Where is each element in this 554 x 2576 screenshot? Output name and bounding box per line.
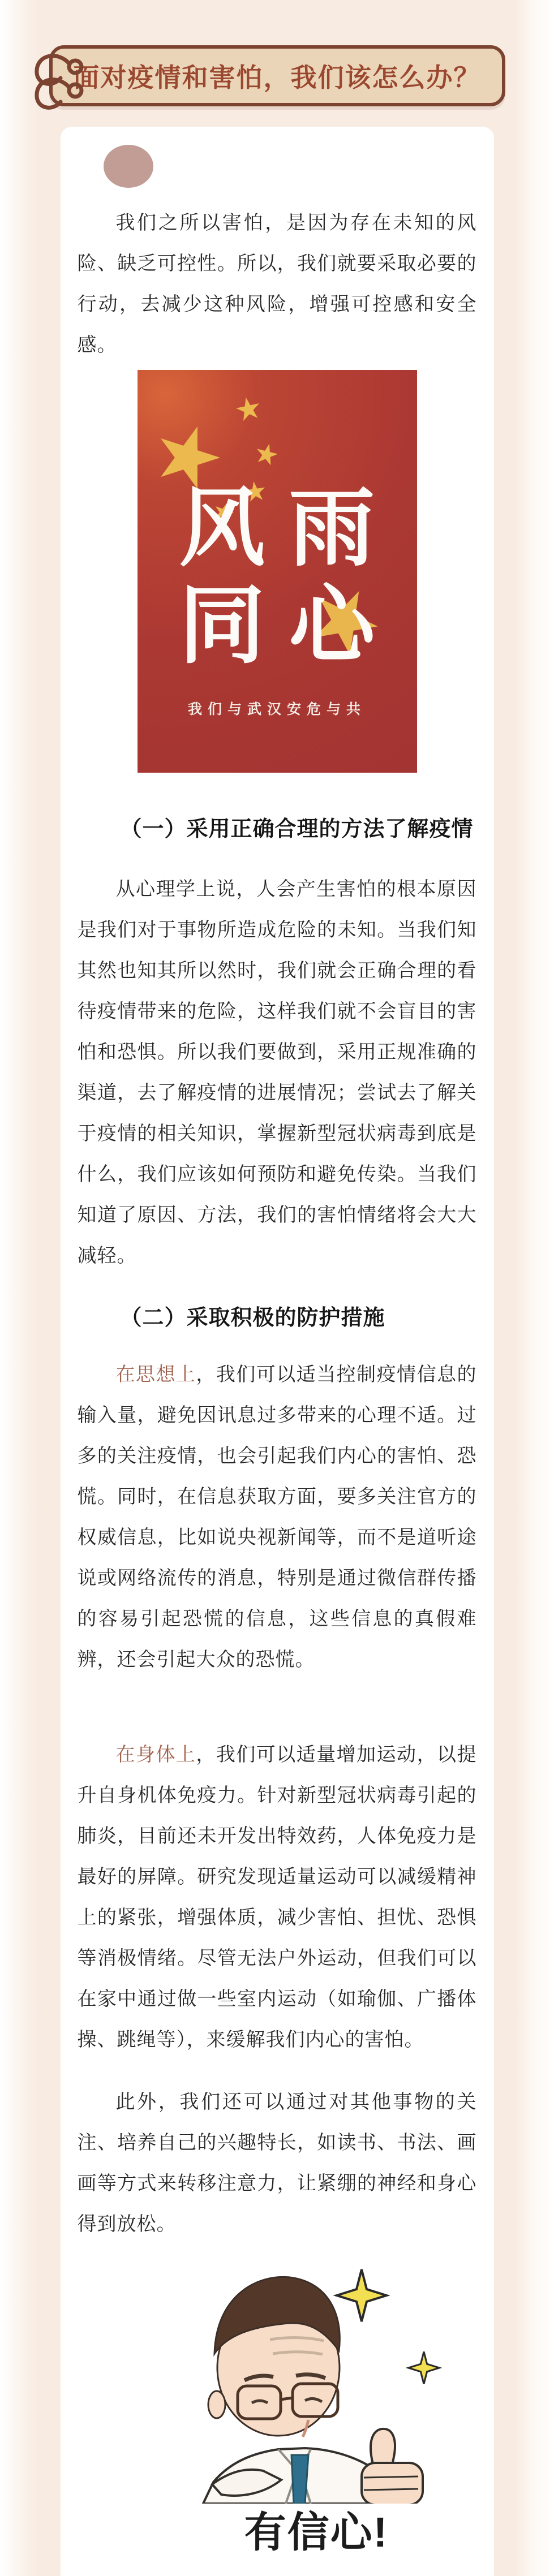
header-title-box [49,45,505,106]
poster-image[interactable] [138,370,417,773]
highlight-body: 在身体上 [115,1744,196,1765]
avatar [104,145,153,188]
page-title: 面对疫情和害怕，我们该怎么办？ [73,63,481,92]
paragraph-section1: 从心理学上说，人会产生害怕的根本原因是我们对于事物所造成危险的未知。当我们知其然也知其所以然时，我们就会正确合理的看待疫情带来的危险，这样我们就不会盲目的害怕和恐惧。所以我们要做到，采用正规准确的渠道，去了解疫情的进展情况；尝试去了解关于疫情的相关知识，掌握新型冠状病毒到底是什么，我们应该如何预防和避免传染。当我们知道了原因、方法，我们的害怕情绪将会大大减轻。 [77,878,477,1267]
poster-tagline: 我们与武汉安危与共 [187,701,366,717]
poster-char: 心 [289,578,375,674]
paragraph-body-text: ，我们可以适量增加运动，以提升自身机体免疫力。针对新型冠状病毒引起的肺炎，目前还未开发出特效药，人体免疫力是最好的屏障。研究发现适量运动可以减缓精神上的紧张，增强体质，减少害怕、担忧、恐惧等消极情绪。尽管无法户外运动，但我们可以在家中通过做一些室内运动（如瑜伽、广播体操、跳绳等），来缓解我们内心的害怕。 [77,1744,477,2051]
paragraph-mind [78,1354,477,1680]
section-heading-1: （一）采用正确合理的方法了解疫情 [120,817,474,841]
poster-char: 雨 [289,480,375,576]
poster-slogan [173,481,382,673]
article-card [61,127,494,2576]
paragraph-body [78,1734,477,2060]
binder-rings-icon [27,50,95,118]
poster-char: 同 [179,578,265,674]
cartoon-caption: 有信心! [244,2509,389,2556]
poster-char: 风 [179,480,265,576]
section-heading-2: （二）采取积极的防护措施 [120,1306,385,1330]
cartoon-image[interactable] [162,2260,471,2555]
paragraph-intro: 我们之所以害怕，是因为存在未知的风险、缺乏可控性。所以，我们就要采取必要的行动，去减少这种风险，增强可控感和安全感。 [77,212,477,356]
sparkle-icon [337,2269,439,2384]
paragraph-other: 此外，我们还可以通过对其他事物的关注、培养自己的兴趣特长，如读书、书法、画画等方式来转移注意力，让紧绷的神经和身心得到放松。 [77,2091,477,2235]
paragraph-mind-text: ，我们可以适当控制疫情信息的输入量，避免因讯息过多带来的心理不适。过多的关注疫情，也会引起我们内心的害怕、恐慌。同时，在信息获取方面，要多关注官方的权威信息，比如说央视新闻等，而不是道听途说或网络流传的消息，特别是通过微信群传播的容易引起恐慌的信息，这些信息的真假难辨，还会引起大众的恐慌。 [77,1364,477,1670]
doctor-illustration [162,2260,471,2504]
highlight-mind: 在思想上 [115,1364,196,1385]
thumbs-up-icon [362,2429,423,2504]
